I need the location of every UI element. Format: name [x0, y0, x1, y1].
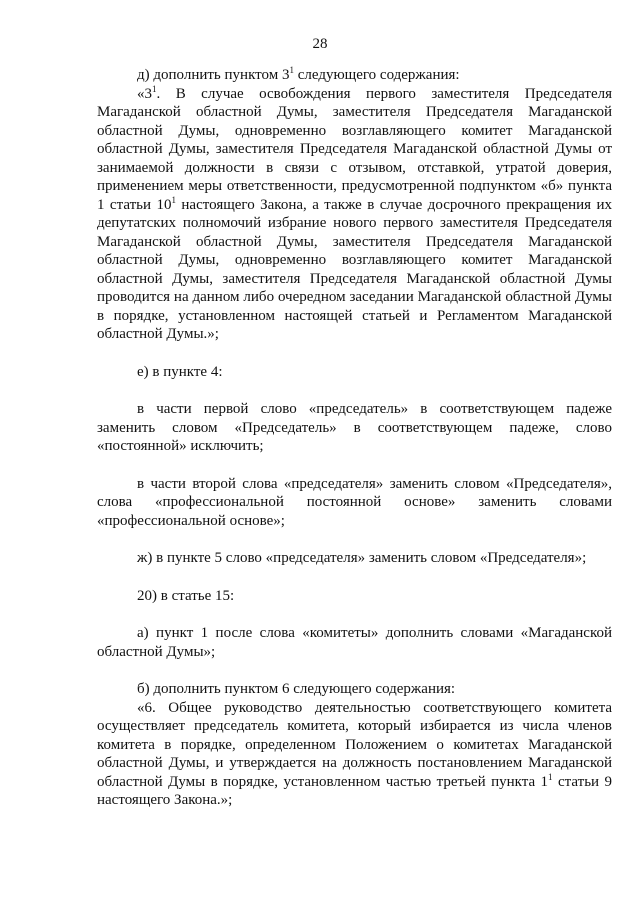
text-run: . В случае освобождения первого заместителя Председателя Магаданской областной Думы, заместителя Председателя Магаданской областной Думы, одновременно возглавляющего комитет Магаданской областной Думы, заместителя Председателя Магаданской областной Думы от занимаемой должности в связи с отзывом, отставкой, утратой доверия, применением меры ответственности, предусмотренной подпунктом «б» пункта 1 статьи 10 [97, 85, 612, 213]
text-run: «6. Общее руководство деятельностью соответствующего комитета осуществляет председатель комитета, который избирается из числа членов комитета в порядке, определенном Положением о комитетах Магаданской областной Думы, и утверждается на должность постановлением Магаданской областной Думы в порядке, установленном частью третьей пункта 1 [97, 699, 612, 790]
text-run: б) дополнить пунктом 6 следующего содержания: [137, 681, 456, 697]
superscript: 1 [152, 83, 157, 94]
page-number: 28 [312, 36, 328, 52]
text-run: настоящего Закона, а также в случае досрочного прекращения их депутатских полномочий избрание нового первого заместителя Председателя Магаданской областной Думы, заместителя Председателя Магаданской областной Думы, одновременно возглавляющего комитет Магаданской областной Думы, заместителя Председателя Магаданской областной Думы проводится на данном либо очередном заседании Магаданской областной Думы в порядке, установленном настоящей статьей и Регламентом Магаданской областной Думы.»; [97, 196, 612, 342]
text-run: в части второй слова «председателя» заменить словом «Председателя», слова «профессиональной постоянной основе» заменить словами «профессиональной основе»; [97, 475, 612, 529]
paragraph-p6 [97, 549, 612, 568]
paragraph-p4 [97, 400, 612, 456]
paragraph-p7 [97, 587, 612, 606]
paragraph-p9 [97, 680, 612, 699]
superscript: 1 [548, 771, 553, 782]
text-run: «3 [137, 85, 152, 102]
text-run: а) пункт 1 после слова «комитеты» дополнить словами «Магаданской областной Думы»; [97, 625, 612, 660]
text-run: е) в пункте 4: [137, 363, 223, 380]
text-run: 20) в статье 15: [137, 587, 235, 604]
text-run: д) дополнить пунктом 3 [137, 67, 290, 83]
text-run: ж) в пункте 5 слово «председателя» заменить словом «Председателя»; [137, 550, 587, 566]
paragraph-p1 [97, 66, 612, 85]
paragraph-p3 [97, 363, 612, 382]
superscript: 1 [289, 65, 294, 75]
paragraph-p10 [97, 699, 612, 810]
text-run: следующего содержания: [293, 67, 460, 83]
text-run: статьи 9 настоящего Закона.»; [97, 773, 612, 808]
superscript: 1 [171, 194, 176, 205]
paragraph-p5 [97, 475, 612, 531]
paragraph-p8 [97, 624, 612, 661]
paragraph-p2 [97, 85, 612, 344]
text-run: в части первой слово «председатель» в соответствующем падеже заменить словом «Председатель» в соответствующем падеже, слово «постоянной» исключить; [97, 401, 612, 454]
document-body [97, 66, 612, 810]
